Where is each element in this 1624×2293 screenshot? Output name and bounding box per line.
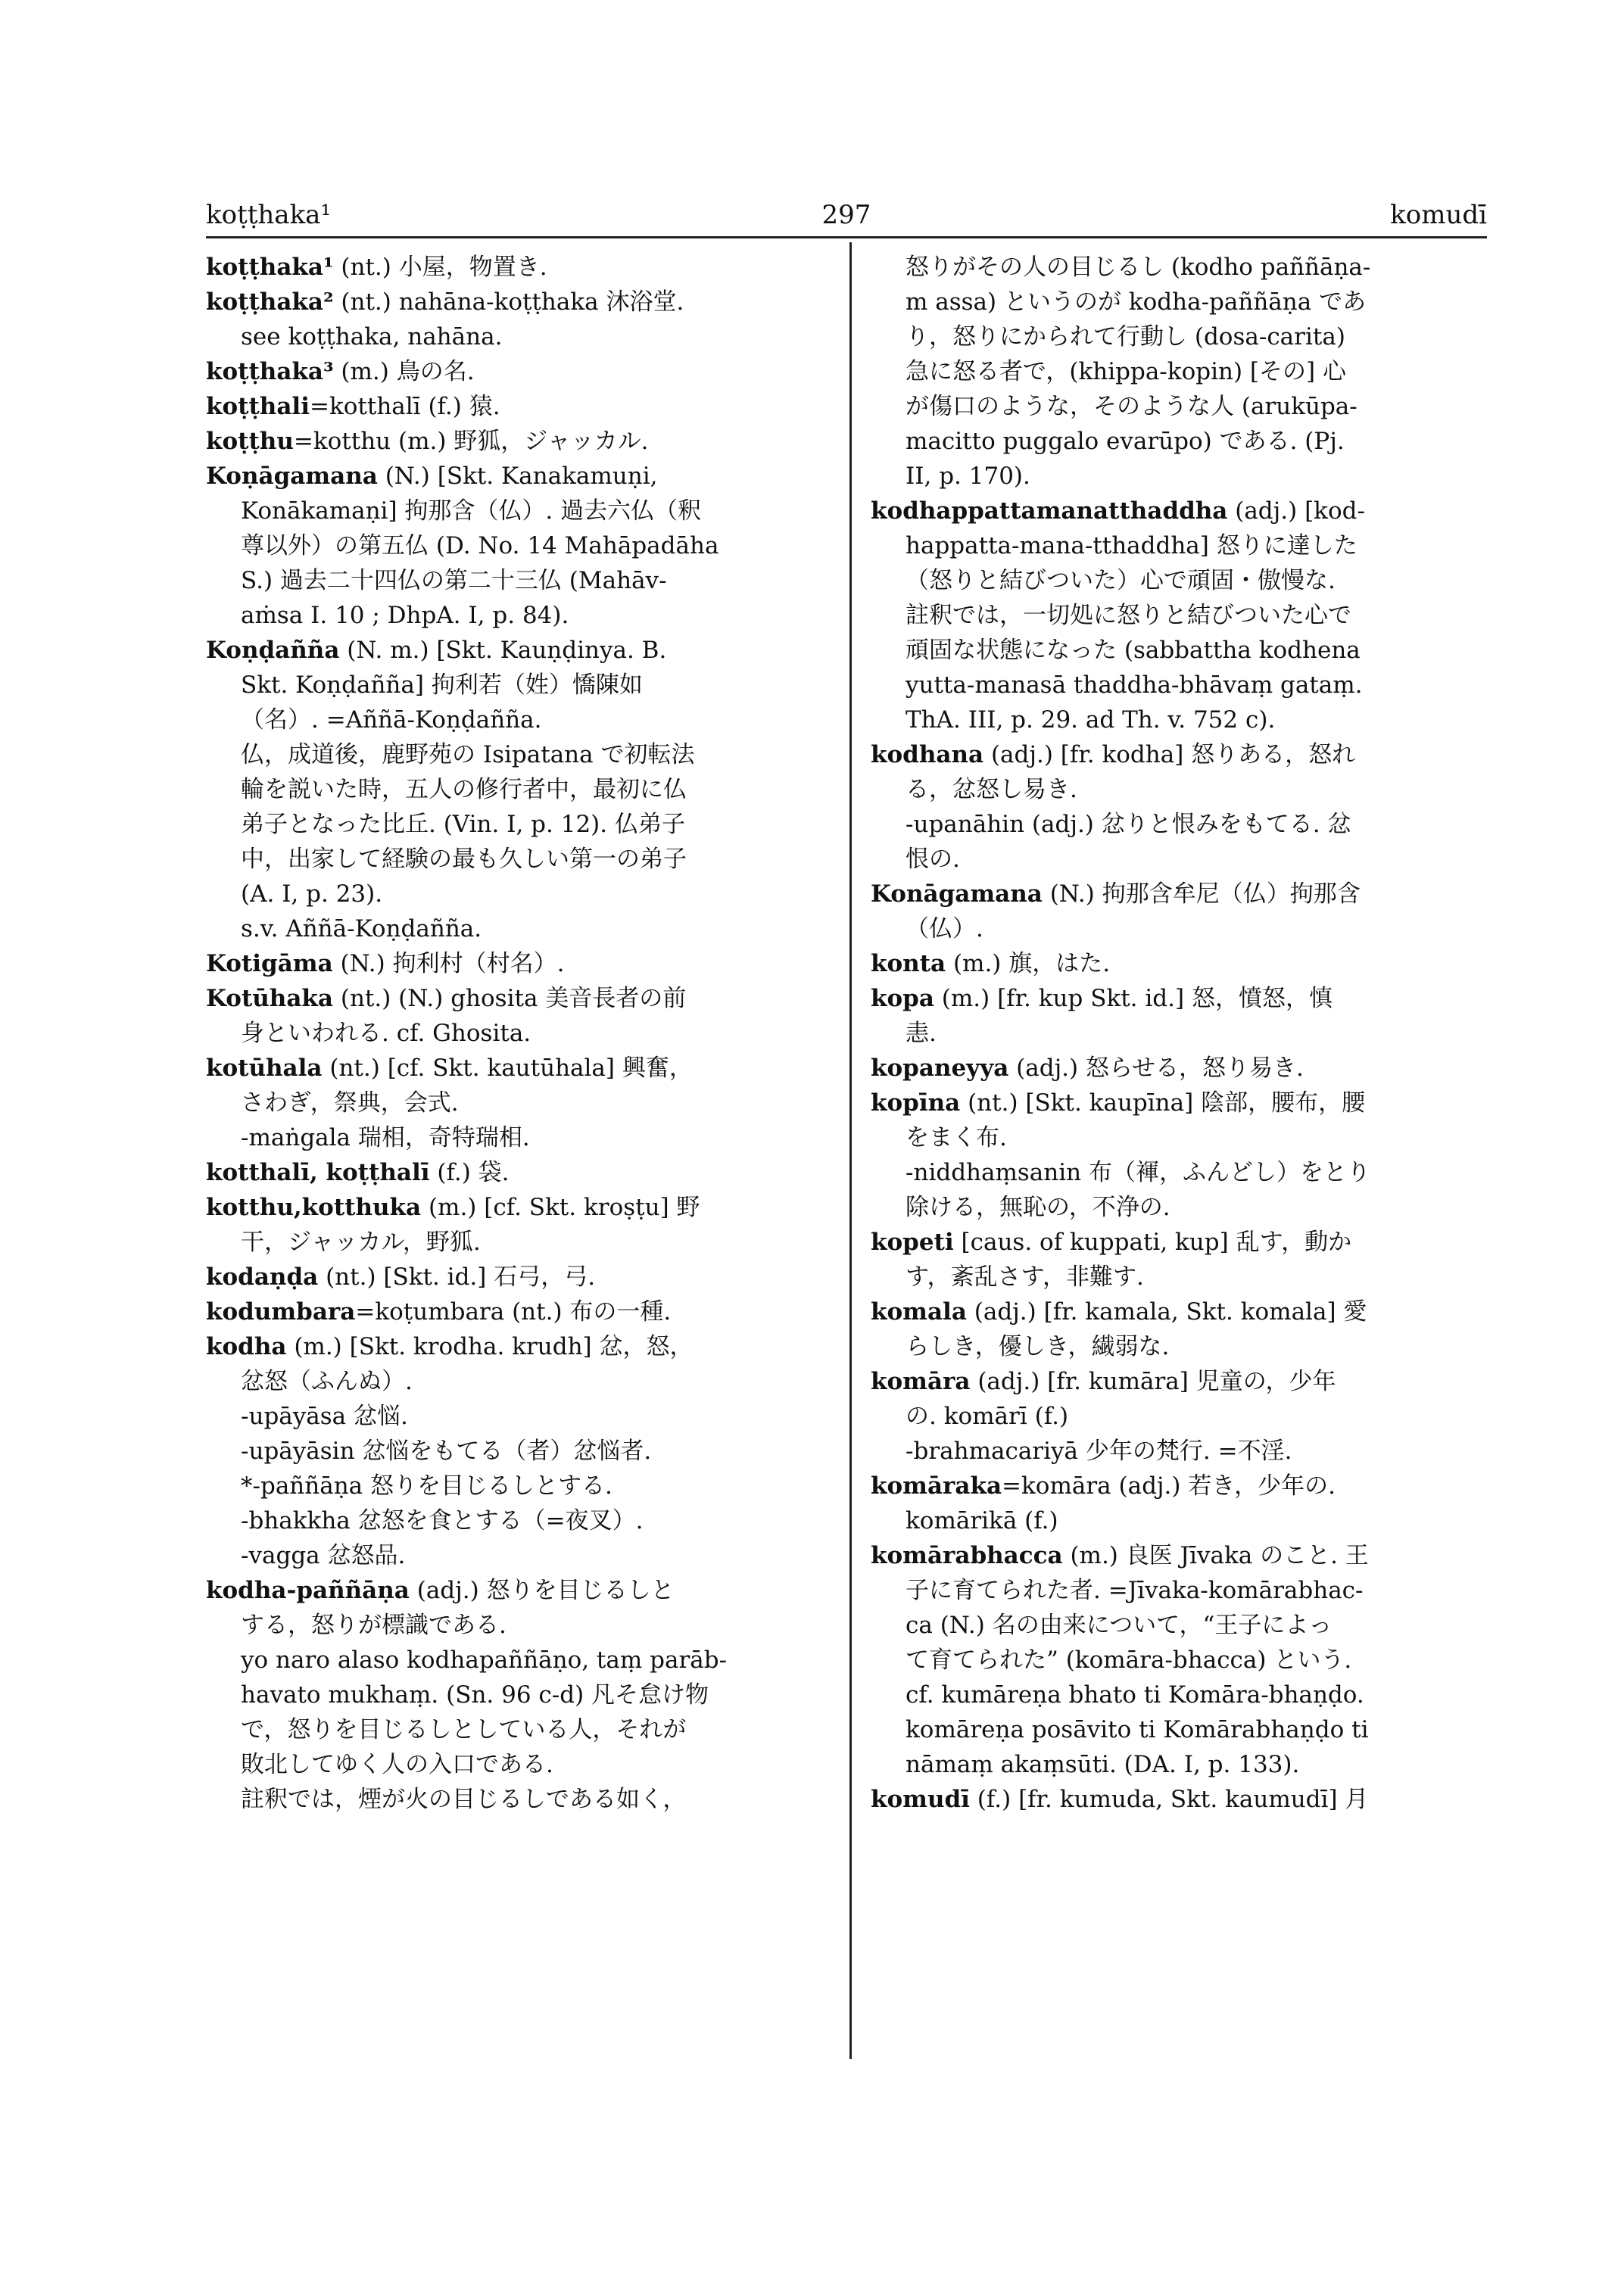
entry-headline: [871, 1538, 1499, 1573]
entry-line: [206, 1469, 834, 1503]
entry-text: -upāyāsa 忿悩.: [241, 1403, 408, 1430]
entry-headline: [206, 1155, 834, 1190]
headword: kodhana: [871, 741, 984, 768]
headword: koṭṭhali: [206, 393, 310, 420]
headword: komala: [871, 1298, 967, 1326]
entry-text: (adj.) [fr. kumāra] 児童の，少年: [970, 1368, 1336, 1395]
entry-text: ca (N.) 名の由来について，“王子によっ: [906, 1612, 1333, 1639]
entry-text: -upanāhin (adj.) 忿りと恨みをもてる. 忿: [906, 811, 1351, 838]
entry-line: [871, 354, 1499, 389]
entry-headline: [206, 424, 834, 459]
entry-text: =kotthalī (f.) 猿.: [309, 393, 500, 420]
entry-text: 弟子となった比丘. (Vin. I, p. 12). 仏弟子: [241, 811, 685, 838]
entry-text: aṁsa I. 10 ; DhpA. I, p. 84).: [241, 602, 569, 629]
entry-text: 註釈では，煙が火の目じるしである如く，: [241, 1786, 687, 1813]
entry-text: m assa) というのが kodha-paññāṇa であ: [906, 288, 1367, 316]
headword: komāraka: [871, 1472, 1002, 1500]
entry-text: (m.) [cf. Skt. kroṣṭu] 野: [421, 1194, 700, 1221]
entry-line: [206, 1678, 834, 1712]
entry-line: [871, 807, 1499, 842]
entry-line: [206, 772, 834, 807]
entry-line: [871, 911, 1499, 946]
entry-text: -brahmacariyā 少年の梵行. =不淫.: [906, 1438, 1292, 1465]
entry-text: nāmaṃ akaṃsūti. (DA. I, p. 133).: [906, 1751, 1300, 1778]
entry-text: s.v. Aññā-Koṇḍañña.: [241, 915, 482, 942]
entry-headline: [206, 354, 834, 389]
entry-headline: [206, 389, 834, 424]
entry-line: [871, 1678, 1499, 1712]
entry-text: 恚.: [906, 1020, 937, 1047]
entry-line: [206, 1782, 834, 1817]
entry-text: で，怒りを目じるしとしている人，それが: [241, 1716, 687, 1743]
entry-text: II, p. 170).: [906, 463, 1030, 490]
entry-text: (nt.) [Skt. id.] 石弓，弓.: [318, 1263, 596, 1291]
entry-headline: [206, 1260, 834, 1294]
headword: koṭṭhaka²: [206, 288, 334, 316]
entry-text: -upāyāsin 忿悩をもてる（者）忿悩者.: [241, 1438, 652, 1465]
entry-text: (m.) 鳥の名.: [333, 358, 475, 385]
headword: komārabhacca: [871, 1542, 1063, 1569]
entry-text: 怒りがその人の目じるし (kodho paññāṇa-: [906, 254, 1371, 281]
entry-text: (nt.) [Skt. kaupīna] 陰部，腰布，腰: [960, 1089, 1366, 1117]
right-column: [871, 250, 1499, 1817]
entry-line: [871, 389, 1499, 424]
entry-text: (m.) [fr. kup Skt. id.] 怒，憤怒，慎: [934, 985, 1333, 1012]
entry-line: [871, 459, 1499, 494]
entry-line: [206, 877, 834, 911]
entry-line: [206, 807, 834, 842]
entry-line: [871, 772, 1499, 807]
entry-text: が傷口のような，そのような人 (arukūpa-: [906, 393, 1357, 420]
entry-text: 急に怒る者で，(khippa-kopin) [その] 心: [906, 358, 1346, 385]
entry-text: (adj.) 怒りを目じるしと: [409, 1577, 675, 1604]
entry-line: [206, 319, 834, 354]
headword: komāra: [871, 1368, 971, 1395]
headword: Koṇḍañña: [206, 637, 340, 664]
entry-headline: [871, 946, 1499, 981]
headword: koṭṭhaka³: [206, 358, 334, 385]
headword: kodumbara: [206, 1298, 356, 1326]
entry-text: （怒りと結びついた）心で頑固・傲慢な.: [906, 567, 1336, 594]
entry-text: (adj.) 怒らせる，怒り易き.: [1008, 1055, 1304, 1082]
entry-line: [871, 319, 1499, 354]
entry-text: 中，出家して経験の最も久しい第一の弟子: [241, 846, 687, 873]
entry-text: す，紊乱さす，非難す.: [906, 1263, 1144, 1291]
entry-text: 頑固な状態になった (sabbattha kodhena: [906, 637, 1361, 664]
entry-text: （仏）.: [906, 915, 983, 942]
left-column: [206, 250, 834, 1817]
entry-headline: [206, 1329, 834, 1364]
entry-text: macitto puggalo evarūpo) である. (Pj.: [906, 428, 1345, 455]
entry-headline: [871, 1364, 1499, 1399]
entry-text: -vagga 忿怒品.: [241, 1542, 406, 1569]
entry-text: Skt. Koṇḍañña] 拘利若（姓）憍陳如: [241, 671, 643, 699]
entry-text: (N.) 拘利村（村名）.: [332, 950, 565, 977]
headword: kotthalī, koṭṭhalī: [206, 1159, 430, 1186]
entry-line: [206, 528, 834, 563]
entry-line: [206, 668, 834, 703]
headword: kotthu,kotthuka: [206, 1194, 422, 1221]
headword: koṭṭhu: [206, 428, 294, 455]
headword: Kotigāma: [206, 950, 333, 977]
entry-line: [206, 703, 834, 737]
entry-line: [871, 668, 1499, 703]
entry-text: cf. kumāreṇa bhato ti Komāra-bhaṇḍo.: [906, 1681, 1364, 1709]
entry-line: [206, 1503, 834, 1538]
page-header: [206, 198, 1487, 236]
entry-headline: [871, 1086, 1499, 1120]
entry-line: [871, 1712, 1499, 1747]
entry-text: happatta-mana-tthaddha] 怒りに達した: [906, 532, 1357, 559]
entry-text: の. komārī (f.): [906, 1403, 1069, 1430]
entry-headline: [871, 737, 1499, 772]
entry-text: 敗北してゆく人の入口である.: [241, 1751, 553, 1778]
entry-text: yo naro alaso kodhapaññāṇo, taṃ parāb-: [241, 1647, 728, 1674]
entry-text: (nt.) [cf. Skt. kautūhala] 興奮，: [322, 1055, 693, 1082]
entry-line: [871, 1399, 1499, 1434]
entry-text: -niddhaṃsanin 布（褌，ふんどし）をとり: [906, 1159, 1370, 1186]
entry-text: (adj.) [kod-: [1227, 497, 1365, 525]
entry-line: [871, 1120, 1499, 1155]
entry-line: [206, 1120, 834, 1155]
entry-text: る，忿怒し易き.: [906, 776, 1077, 803]
entry-text: 除ける，無恥の，不浄の.: [906, 1194, 1170, 1221]
entry-line: [871, 1503, 1499, 1538]
entry-line: [871, 842, 1499, 877]
entry-text: 恨の.: [906, 846, 960, 873]
entry-text: =komāra (adj.) 若き，少年の.: [1002, 1472, 1336, 1500]
entry-text: (f.) 袋.: [429, 1159, 510, 1186]
running-head-left: koṭṭhaka¹: [206, 200, 332, 230]
header-rule: [206, 236, 1487, 238]
entry-text: komārikā (f.): [906, 1507, 1058, 1534]
headword: Kotūhaka: [206, 985, 333, 1012]
entry-text: (adj.) [fr. kodha] 怒りある，怒れ: [983, 741, 1356, 768]
entry-line: [871, 1434, 1499, 1469]
entry-line: [871, 1643, 1499, 1678]
entry-line: [871, 1016, 1499, 1051]
entry-text: をまく布.: [906, 1124, 1007, 1151]
entry-text: 輪を説いた時，五人の修行者中，最初に仏: [241, 776, 687, 803]
entry-line: [871, 285, 1499, 319]
entry-headline: [206, 1294, 834, 1329]
headword: konta: [871, 950, 946, 977]
entry-headline: [206, 946, 834, 981]
entry-text: (N.) 拘那含牟尼（仏）拘那含: [1042, 880, 1361, 908]
entry-text: らしき，優しき，繊弱な.: [906, 1333, 1170, 1360]
entry-text: 子に育てられた者. =Jīvaka-komārabhac-: [906, 1577, 1364, 1604]
headword: komudī: [871, 1786, 970, 1813]
entry-line: [871, 1573, 1499, 1608]
entry-text: (m.) 良医 Jīvaka のこと. 王: [1062, 1542, 1369, 1569]
entry-line: [871, 528, 1499, 563]
entry-headline: [871, 1294, 1499, 1329]
entry-text: S.) 過去二十四仏の第二十三仏 (Mahāv-: [241, 567, 667, 594]
headword: kopaneyya: [871, 1055, 1009, 1082]
headword: kodhappattamanatthaddha: [871, 497, 1228, 525]
headword: kotūhala: [206, 1055, 323, 1082]
entry-headline: [871, 1469, 1499, 1503]
entry-headline: [871, 1225, 1499, 1260]
page-number: 297: [821, 200, 871, 230]
entry-text: 忿怒（ふんぬ）.: [241, 1368, 413, 1395]
entry-line: [206, 1016, 834, 1051]
entry-text: havato mukhaṃ. (Sn. 96 c-d) 凡そ怠け物: [241, 1681, 709, 1709]
entry-line: [206, 494, 834, 528]
entry-headline: [206, 981, 834, 1016]
entry-line: [871, 1329, 1499, 1364]
entry-text: [caus. of kuppati, kup] 乱す，動か: [953, 1229, 1352, 1256]
entry-line: [871, 250, 1499, 285]
entry-line: [206, 1712, 834, 1747]
entry-text: (nt.) (N.) ghosita 美音長者の前: [333, 985, 687, 1012]
entry-text: さわぎ，祭典，会式.: [241, 1089, 459, 1117]
entry-line: [206, 1399, 834, 1434]
entry-headline: [206, 459, 834, 494]
entry-headline: [206, 1051, 834, 1086]
entry-text: 干，ジャッカル，野狐.: [241, 1229, 481, 1256]
entry-line: [206, 598, 834, 633]
entry-text: (N. m.) [Skt. Kauṇḍinya. B.: [339, 637, 667, 664]
entry-text: 註釈では，一切処に怒りと結びついた心で: [906, 602, 1351, 629]
entry-text: て育てられた” (komāra-bhacca) という.: [906, 1647, 1352, 1674]
headword: kopīna: [871, 1089, 961, 1117]
entry-text: -maṅgala 瑞相，奇特瑞相.: [241, 1124, 530, 1151]
entry-line: [871, 424, 1499, 459]
entry-line: [206, 911, 834, 946]
entry-text: (N.) [Skt. Kanakamuṇi,: [377, 463, 658, 490]
entry-text: komāreṇa posāvito ti Komārabhaṇḍo ti: [906, 1716, 1369, 1743]
entry-line: [206, 563, 834, 598]
headword: kodaṇḍa: [206, 1263, 319, 1291]
entry-line: [871, 1608, 1499, 1643]
entry-headline: [871, 1051, 1499, 1086]
headword: kopeti: [871, 1229, 954, 1256]
entry-line: [206, 1364, 834, 1399]
entry-text: (m.) 旗，はた.: [946, 950, 1111, 977]
entry-text: り，怒りにかられて行動し (dosa-carita): [906, 323, 1345, 350]
entry-line: [871, 1260, 1499, 1294]
entry-line: [206, 1747, 834, 1782]
headword: kodha-paññāṇa: [206, 1577, 410, 1604]
entry-text: =koṭumbara (nt.) 布の一種.: [355, 1298, 672, 1326]
headword: kodha: [206, 1333, 287, 1360]
entry-line: [206, 737, 834, 772]
running-head-right: komudī: [1390, 200, 1487, 230]
entry-headline: [206, 285, 834, 319]
entry-line: [871, 1155, 1499, 1190]
entry-text: Konākamaṇi] 拘那含（仏）. 過去六仏（釈: [241, 497, 702, 525]
entry-text: -bhakkha 忿怒を食とする（=夜叉）.: [241, 1507, 644, 1534]
entry-text: 身といわれる. cf. Ghosita.: [241, 1020, 531, 1047]
entry-line: [206, 1225, 834, 1260]
entry-line: [206, 1643, 834, 1678]
entry-text: (A. I, p. 23).: [241, 880, 383, 908]
entry-text: see koṭṭhaka, nahāna.: [241, 323, 503, 350]
entry-line: [206, 1434, 834, 1469]
entry-text: (f.) [fr. kumuda, Skt. kaumudī] 月: [969, 1786, 1369, 1813]
entry-headline: [871, 877, 1499, 911]
entry-text: yutta-manasā thaddha-bhāvaṃ gataṃ.: [906, 671, 1363, 699]
entry-headline: [206, 250, 834, 285]
entry-line: [206, 1086, 834, 1120]
entry-line: [206, 842, 834, 877]
entry-text: （名）. =Aññā-Koṇḍañña.: [241, 706, 542, 734]
entry-text: する，怒りが標識である.: [241, 1612, 507, 1639]
entry-line: [871, 633, 1499, 668]
entry-text: ThA. III, p. 29. ad Th. v. 752 c).: [906, 706, 1276, 734]
entry-text: 仏，成道後，鹿野苑の Isipatana で初転法: [241, 741, 695, 768]
entry-headline: [206, 1190, 834, 1225]
entry-text: 尊以外）の第五仏 (D. No. 14 Mahāpadāha: [241, 532, 719, 559]
headword: Koṇāgamana: [206, 463, 378, 490]
entry-line: [206, 1538, 834, 1573]
headword: koṭṭhaka¹: [206, 254, 334, 281]
entry-headline: [871, 1782, 1499, 1817]
column-divider: [849, 242, 852, 2059]
entry-line: [871, 1747, 1499, 1782]
entry-headline: [206, 1573, 834, 1608]
entry-headline: [871, 981, 1499, 1016]
entry-headline: [871, 494, 1499, 528]
entry-line: [206, 1608, 834, 1643]
entry-line: [871, 598, 1499, 633]
entry-text: (nt.) nahāna-koṭṭhaka 沐浴堂.: [333, 288, 684, 316]
entry-text: (m.) [Skt. krodha. krudh] 忿，怒，: [286, 1333, 694, 1360]
entry-text: (adj.) [fr. kamala, Skt. komala] 愛: [966, 1298, 1367, 1326]
entry-text: *-paññāṇa 怒りを目じるしとする.: [241, 1472, 613, 1500]
entry-line: [871, 563, 1499, 598]
entry-text: (nt.) 小屋，物置き.: [333, 254, 547, 281]
headword: kopa: [871, 985, 934, 1012]
entry-line: [871, 1190, 1499, 1225]
entry-text: =kotthu (m.) 野狐，ジャッカル.: [293, 428, 649, 455]
headword: Konāgamana: [871, 880, 1043, 908]
entry-line: [871, 703, 1499, 737]
entry-headline: [206, 633, 834, 668]
